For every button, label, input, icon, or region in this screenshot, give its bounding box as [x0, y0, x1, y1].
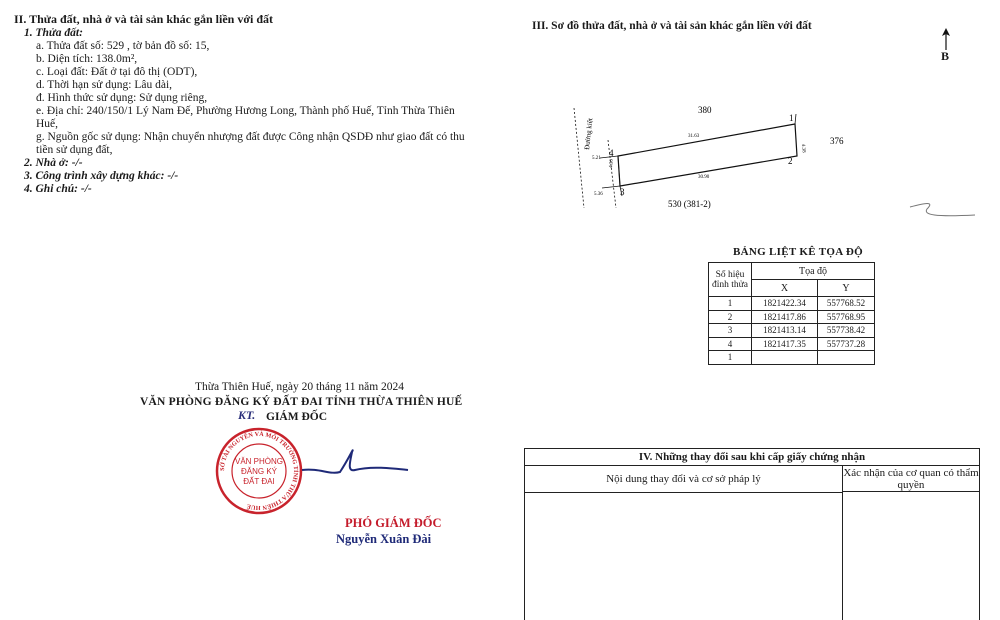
road-label: Đường kiệt — [583, 117, 595, 151]
changes-table — [524, 448, 980, 620]
vertex-2: 2 — [788, 156, 793, 166]
vertex-id: 2 — [709, 310, 752, 324]
usage-origin: g. Nguồn gốc sử dụng: Nhận chuyển nhượng đất được Công nhận QSDĐ như giao đất có thu tiền sử dụng đất, — [36, 131, 465, 156]
left-a: 5.21 — [592, 156, 601, 161]
house-line: 2. Nhà ở: -/- — [24, 157, 83, 169]
x-value: 1821417.86 — [752, 310, 818, 324]
vertex-id: 3 — [709, 324, 752, 338]
handwritten-signature — [300, 440, 410, 485]
signer-title: PHÓ GIÁM ĐỐC — [345, 516, 442, 530]
stamp-line-2: ĐĂNG KÝ — [240, 467, 278, 476]
edge-bottom: 30.90 — [698, 175, 710, 180]
vertex-id: 1 — [709, 351, 752, 365]
neighbor-bottom: 530 (381-2) — [668, 199, 711, 209]
vertex-id: 4 — [709, 337, 752, 351]
construction-line: 3. Công trình xây dựng khác: -/- — [24, 170, 179, 182]
note-line: 4. Ghi chú: -/- — [24, 183, 92, 195]
coord-head-vertex: Số hiệu đỉnh thửa — [709, 263, 752, 297]
y-value — [818, 351, 875, 365]
parcel-number: a. Thửa đất số: 529 , tờ bản đồ số: 15, — [36, 40, 210, 52]
section-iii-title: III. Sơ đồ thửa đất, nhà ở và tài sản khác gắn liền với đất — [532, 20, 812, 32]
north-label: B — [941, 49, 950, 63]
x-value: 1821413.14 — [752, 324, 818, 338]
coord-table-title: BẢNG LIỆT KÊ TỌA ĐỘ — [733, 246, 863, 258]
section-ii-title: II. Thửa đất, nhà ở và tài sản khác gắn liền với đất — [14, 12, 274, 26]
x-value — [752, 351, 818, 365]
y-value: 557768.95 — [818, 310, 875, 324]
signer-name: Nguyễn Xuân Đài — [336, 532, 432, 546]
edge-left: 4.30 — [609, 159, 615, 169]
north-arrow-icon — [938, 28, 954, 50]
x-value: 1821417.35 — [752, 337, 818, 351]
changes-content-column — [525, 466, 843, 620]
official-stamp — [214, 426, 304, 516]
coord-head-coord: Tọa độ — [752, 263, 875, 280]
land-type: c. Loại đất: Đất ở tại đô thị (ODT), — [36, 66, 198, 78]
stamp-line-3: ĐẤT ĐAI — [243, 477, 275, 486]
parcel-address: e. Địa chỉ: 240/150/1 Lý Nam Đế, Phường Hương Long, Thành phố Huế, Tỉnh Thừa Thiên Huế, — [36, 105, 455, 130]
parcel-sketch — [560, 40, 880, 230]
office-name: VĂN PHÒNG ĐĂNG KÝ ĐẤT ĐAI TỈNH THỪA THIÊN HUẾ — [140, 396, 463, 408]
y-value: 557768.52 — [818, 297, 875, 311]
kt-label: KT. — [238, 408, 256, 422]
section-iv-title: IV. Những thay đổi sau khi cấp giấy chứng nhận — [525, 449, 979, 466]
stamp-ring-text: SỞ TÀI NGUYÊN VÀ MÔI TRƯỜNG TỈNH THỪA THIÊN HUẾ — [218, 430, 300, 512]
director-label: GIÁM ĐỐC — [266, 411, 328, 423]
table-row — [709, 337, 875, 351]
y-value: 557738.42 — [818, 324, 875, 338]
pen-mark — [905, 195, 985, 225]
coord-table — [708, 262, 875, 365]
edge-right: 4.38 — [800, 143, 806, 153]
table-row — [709, 351, 875, 365]
vertex-1: 1 — [789, 113, 794, 123]
changes-col1-header: Nội dung thay đổi và cơ sở pháp lý — [525, 466, 842, 493]
table-row — [709, 310, 875, 324]
vertex-3: 3 — [620, 187, 625, 197]
stamp-line-1: VĂN PHÒNG — [234, 457, 284, 466]
parcel-area: b. Diện tích: 138.0m², — [36, 53, 138, 65]
neighbor-right: 376 — [830, 136, 844, 146]
neighbor-top: 380 — [698, 105, 712, 115]
vertex-id: 1 — [709, 297, 752, 311]
x-value: 1821422.34 — [752, 297, 818, 311]
table-row — [709, 297, 875, 311]
usage-form: đ. Hình thức sử dụng: Sử dụng riêng, — [36, 92, 208, 104]
coord-head-x: X — [752, 280, 818, 297]
parcel-heading: 1. Thửa đất: — [24, 27, 83, 39]
vertex-4: 4 — [609, 148, 614, 158]
edge-top: 31.63 — [688, 134, 700, 139]
sign-date: Thừa Thiên Huế, ngày 20 tháng 11 năm 2024 — [195, 381, 405, 393]
left-b: 5.36 — [594, 192, 603, 197]
y-value: 557737.28 — [818, 337, 875, 351]
usage-term: d. Thời hạn sử dụng: Lâu dài, — [36, 79, 173, 91]
table-row — [709, 324, 875, 338]
coord-head-y: Y — [818, 280, 875, 297]
changes-col2-header: Xác nhận của cơ quan có thẩm quyền — [843, 467, 979, 491]
